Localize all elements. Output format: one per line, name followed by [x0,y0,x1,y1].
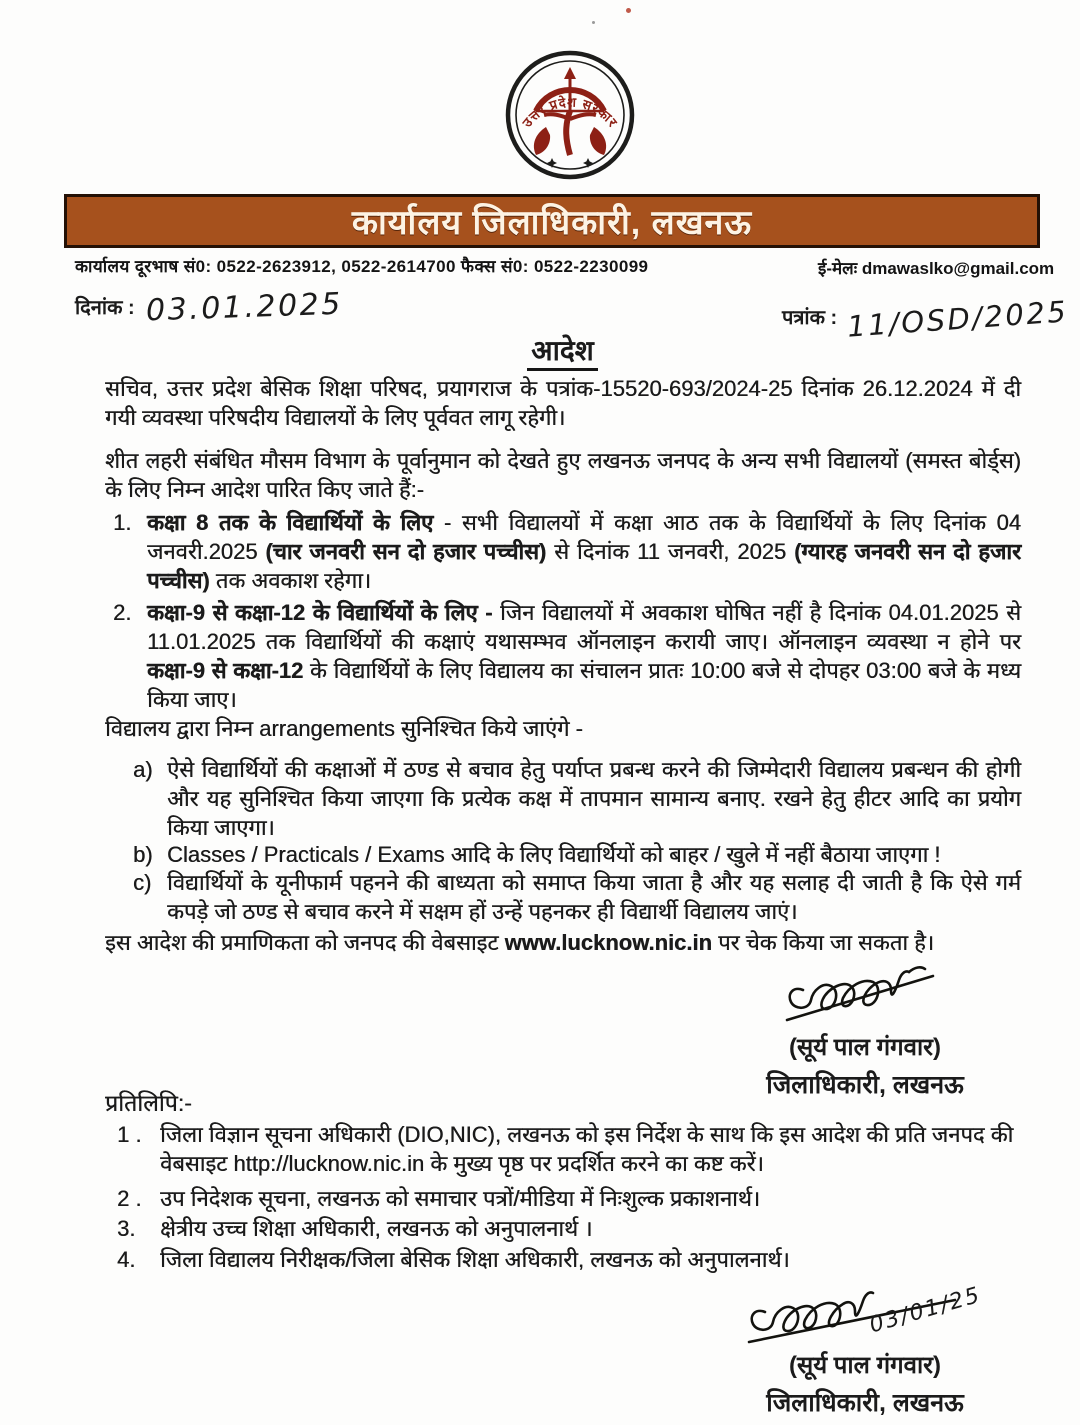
signatory-title: जिलाधिकारी, लखनऊ [766,1071,964,1099]
item2-bold-classes: कक्षा-9 से कक्षा-12 [147,658,304,683]
emblem-curved-text: उत्तर प्रदेश सरकार [519,94,621,131]
signatory-name: (सूर्य पाल गंगवार) [789,1352,941,1379]
office-title: कार्यालय जिलाधिकारी, लखनऊ [351,204,753,242]
arrangement-c-text: विद्यार्थियों के यूनीफार्म पहनने की बाध्यता को समाप्त किया जाता है और यह सलाह दी जाती है कि ऐसे गर्म कपड़े जो ठण्ड से बचाव करने में सक्षम हों उन्हें पहनकर ही विद्यार्थी विद्यालय जाएं। [167,870,1021,924]
item1-bold-date1: (चार जनवरी सन दो हजार पच्चीस) [265,539,547,564]
paragraph-cold-wave: शीत लहरी संबंधित मौसम विभाग के पूर्वानुमान को देखते हुए लखनऊ जनपद के अन्य सभी विद्यालयों (समस्त बोर्ड्स) के लिए निम्न आदेश पारित किए जाते हैं:- [105,448,1021,502]
order-heading [105,331,1020,369]
signatory-title: जिलाधिकारी, लखनऊ [766,1389,964,1417]
copy-item [105,1214,1021,1243]
date-label: दिनांक : [75,297,135,319]
signature-handwritten-date: 03/01/25 [866,1282,985,1339]
up-government-emblem [500,45,640,185]
copy-text: उप निदेशक सूचना, लखनऊ को समाचार पत्रों/मीडिया में निःशुल्क प्रकाशनार्थ। [160,1186,761,1211]
item2-bold-lead: कक्षा-9 से कक्षा-12 के विद्यार्थियों के लिए - [147,600,493,625]
arrangement-c [105,868,1021,926]
scan-speck [592,21,595,24]
paragraph-reference-order: सचिव, उत्तर प्रदेश बेसिक शिक्षा परिषद, प्रयागराज के पत्रांक-15520-693/2024-25 दिनांक 26.12.2024 में दी गयी व्यवस्था परिषदीय विद्यालयों के लिए पूर्ववत लागू रहेगी। [105,376,1021,430]
copy-number: 2 . [117,1186,142,1211]
arrangement-a-label: a) [133,757,153,782]
copy-number: 3. [117,1216,136,1241]
signature-scribble [765,962,965,1028]
copy-item [105,1245,1021,1274]
right-fish [590,127,606,155]
left-fish [534,127,550,155]
order-item-class9to12 [105,598,1021,714]
reference-label: पत्रांक : [782,307,838,329]
order-heading-text: आदेश [527,335,598,371]
copy-text: क्षेत्रीय उच्च शिक्षा अधिकारी, लखनऊ को अनुपालनार्थ । [160,1216,593,1241]
reference-handwritten-value: 11/OSD/2025 [845,294,1069,344]
website-url: www.lucknow.nic.in [504,930,712,955]
copy-item [105,1120,1021,1178]
item1-text3: तक अवकाश रहेगा। [209,568,372,593]
verify-text2: पर चेक किया जा सकता है। [711,930,935,955]
arrangement-a-text: ऐसे विद्यार्थियों की कक्षाओं में ठण्ड से बचाव हेतु पर्याप्त प्रबन्ध करने की जिम्मेदारी विद्यालय प्रबन्धन की होगी और यह सुनिश्चित किया जाएगा कि प्रत्येक कक्ष में तापमान सामान्य बनाए. रखने हेतु हीटर आदि का प्रयोग किया जाएगा। [167,757,1021,840]
date-handwritten-value: 03.01.2025 [145,286,344,329]
signature-block-bottom [700,1282,1030,1419]
office-contact-line: कार्यालय दूरभाष सं0: 0522-2623912, 0522-2614700 फैक्स सं0: 0522-2230099 [75,257,649,276]
copies-heading: प्रतिलिपि:- [105,1090,192,1116]
arrangement-b-text: Classes / Practicals / Exams आदि के लिए विद्यार्थियों को बाहर / खुले में नहीं बैठाया जाएगा ! [167,842,941,867]
item2-text: जिन विद्यालयों में अवकाश घोषित नहीं है दिनांक 04.01.2025 से 11.01.2025 तक विद्यार्थियों की कक्षाएं यथासम्भव ऑनलाइन करायी जाए। ऑनलाइन व्यवस्था न होने पर [147,600,1021,654]
item1-text2: से दिनांक 11 जनवरी, 2025 [546,539,795,564]
verification-line [105,928,1021,957]
arrangement-c-label: c) [133,870,152,895]
signature-block-top [700,962,1030,1101]
item-number: 2. [113,600,132,625]
arrangement-b [105,840,1021,869]
arrangement-b-label: b) [133,842,153,867]
item-number: 1. [113,510,132,535]
copy-text: जिला विद्यालय निरीक्षक/जिला बेसिक शिक्षा अधिकारी, लखनऊ को अनुपालनार्थ। [160,1247,790,1272]
order-item-class8 [105,508,1021,595]
arrangement-a [105,755,1021,842]
copy-item [105,1184,1021,1213]
office-email: ई-मेलः dmawaslko@gmail.com [818,259,1055,278]
office-banner [64,194,1040,248]
item1-bold-lead: कक्षा 8 तक के विद्यार्थियों के लिए [147,510,434,535]
date-line [75,286,344,329]
verify-text: इस आदेश की प्रमाणिकता को जनपद की वेबसाइट [105,930,505,955]
copy-text: जिला विज्ञान सूचना अधिकारी (DIO,NIC), लखनऊ को इस निर्देश के साथ कि इस आदेश की प्रति जनपद की वेबसाइट http://lucknow.nic.in के मुख्य पृष्ठ पर प्रदर्शित करने का कष्ट करें। [160,1122,1014,1176]
copy-number: 4. [117,1247,136,1272]
arrangements-intro: विद्यालय द्वारा निम्न arrangements सुनिश्चित किये जाएंगे - [105,716,583,741]
copy-number: 1 . [117,1122,142,1147]
scan-speck [626,8,631,13]
item1-bold-date2: (ग्यारह जनवरी सन दो हजार पच्चीस) [147,539,1021,593]
signatory-name: (सूर्य पाल गंगवार) [789,1034,941,1061]
item1-text: - सभी विद्यालयों में कक्षा आठ तक के विद्यार्थियों के लिए दिनांक 04 जनवरी.2025 [147,510,1021,564]
item2-text2: के विद्यार्थियों के लिए विद्यालय का संचालन प्रातः 10:00 बजे से दोपहर 03:00 बजे के मध्य किया जाए। [147,658,1021,712]
